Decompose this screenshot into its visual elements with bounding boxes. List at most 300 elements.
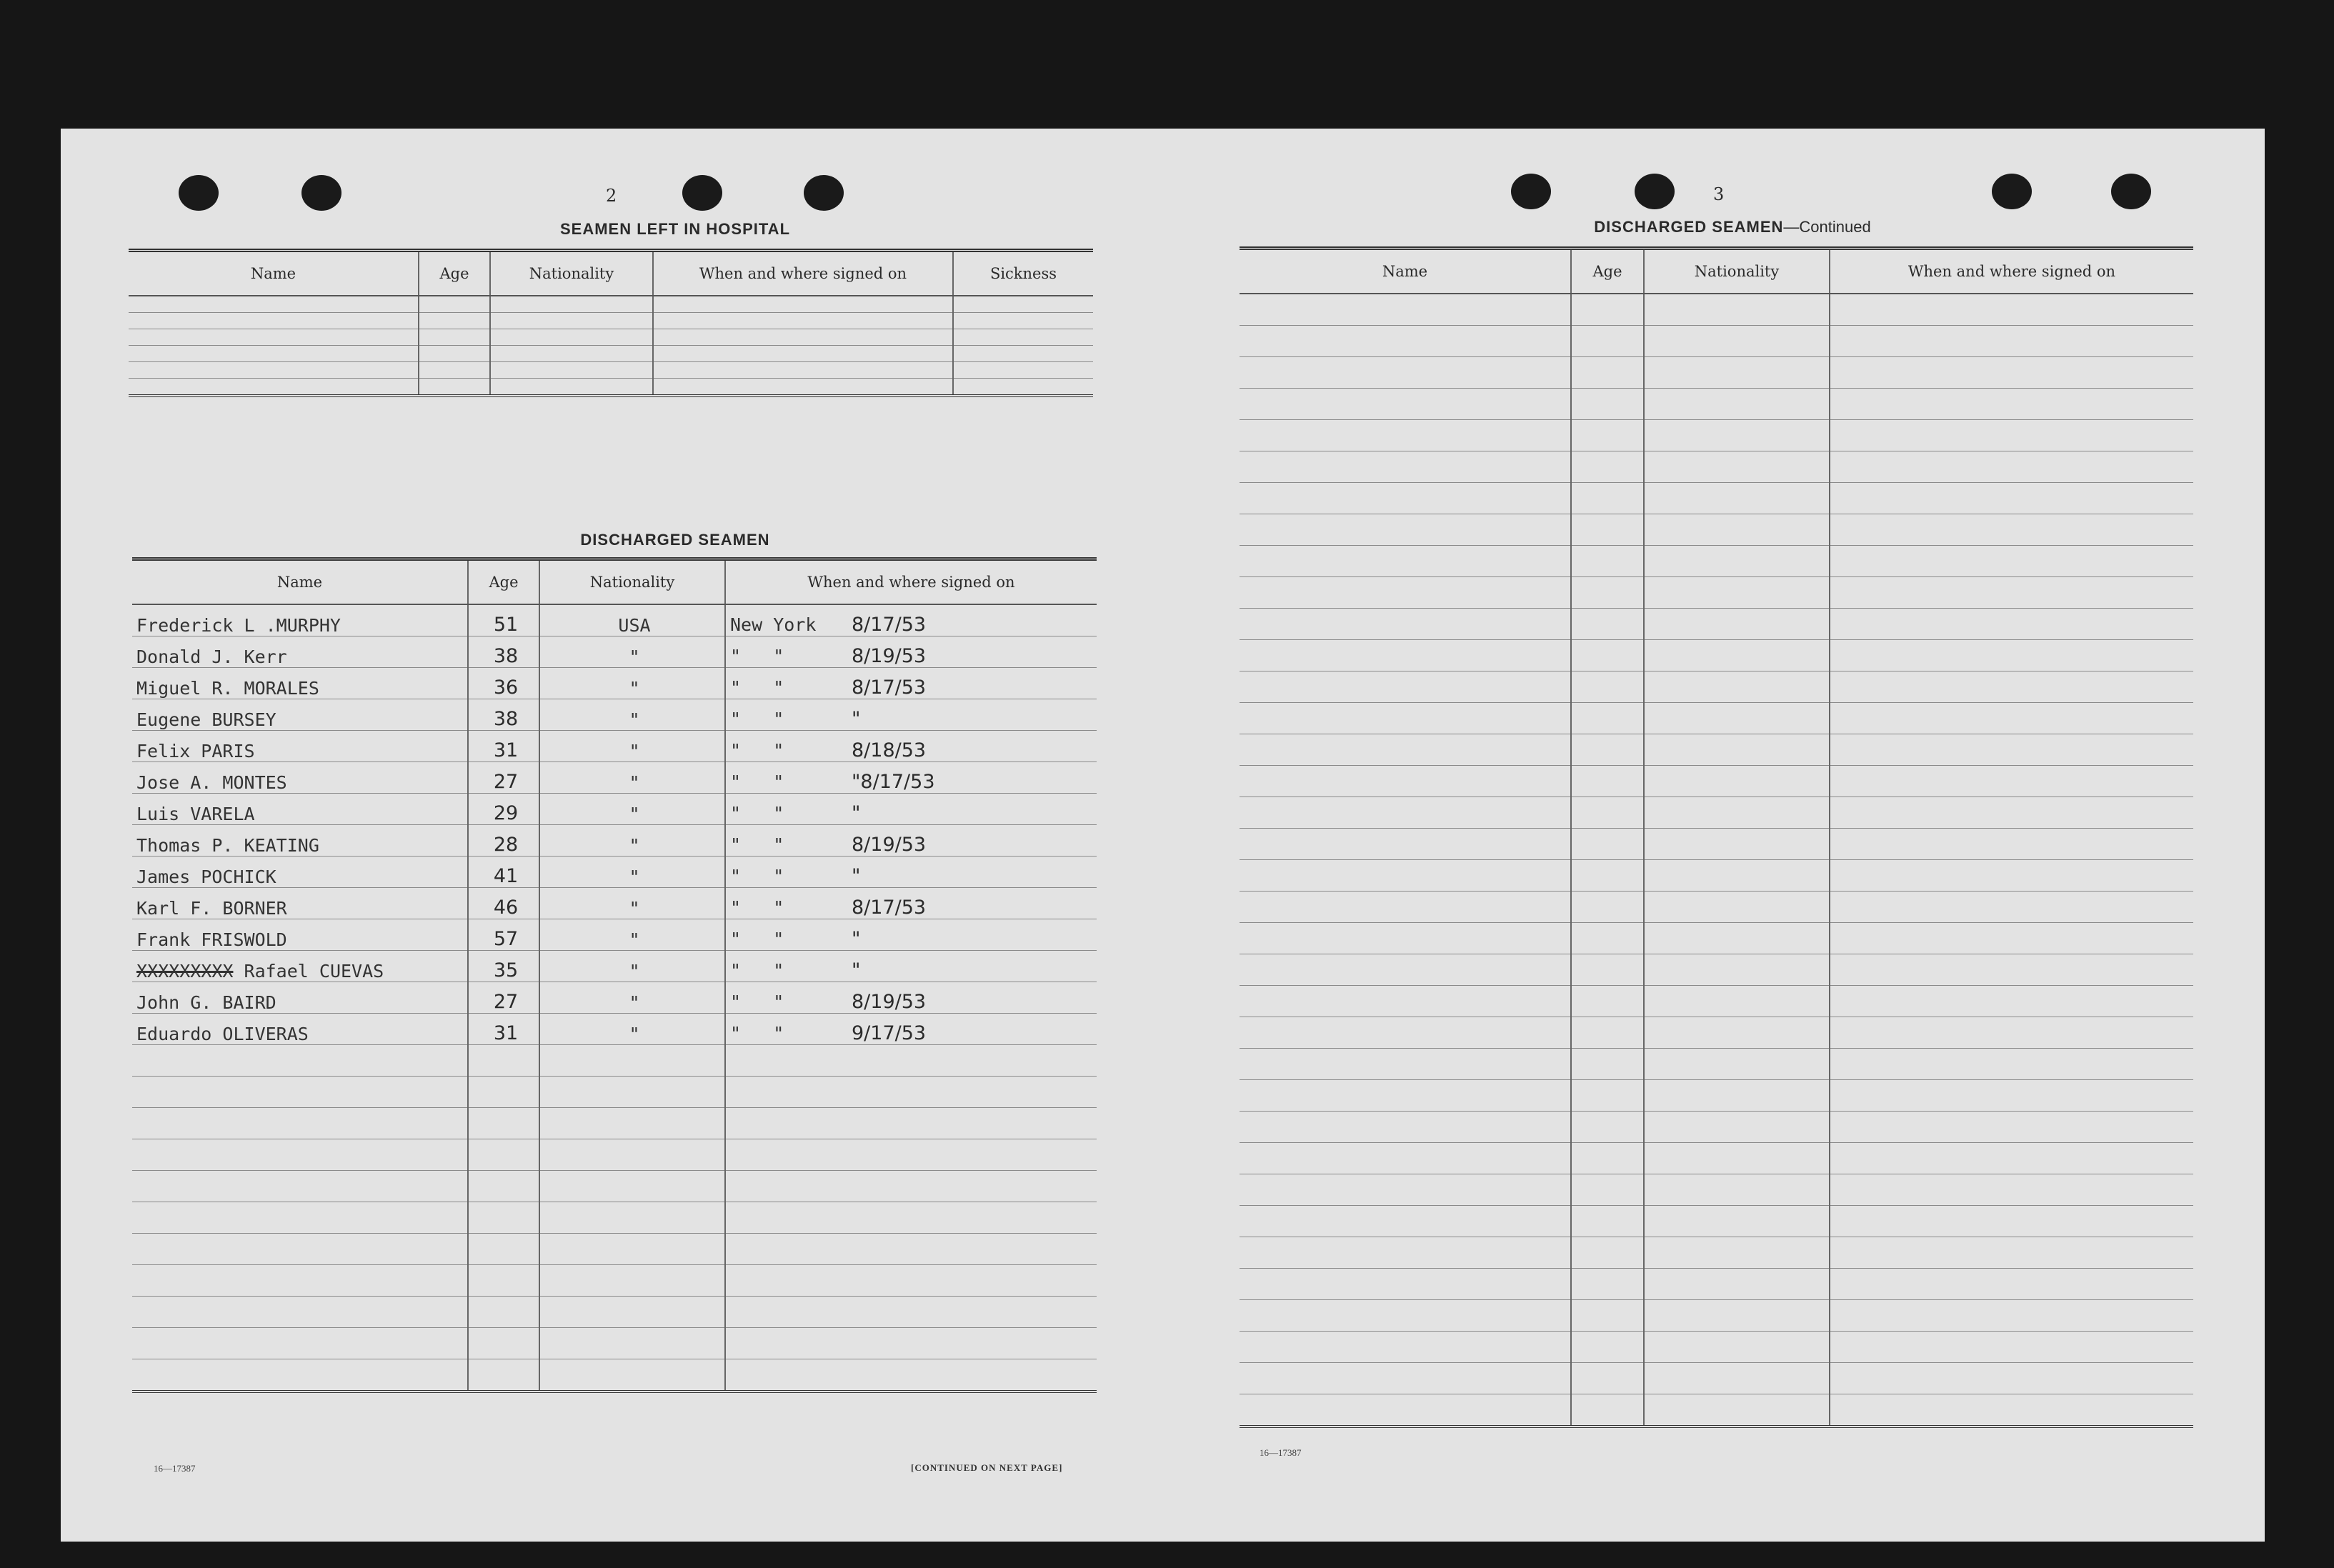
blank-cell <box>1830 1332 2193 1363</box>
blank-cell <box>129 296 419 313</box>
age-cell <box>468 636 539 668</box>
nationality-value: " <box>629 929 640 950</box>
blank-row <box>1240 389 2193 420</box>
blank-cell <box>1830 1112 2193 1143</box>
seaman-name-cell <box>132 699 468 731</box>
blank-cell <box>1571 1206 1644 1237</box>
age-value: 27 <box>493 991 519 1013</box>
blank-row <box>129 296 1093 313</box>
blank-cell <box>953 313 1093 329</box>
age-cell <box>468 668 539 699</box>
blank-cell <box>1644 451 1830 483</box>
blank-row <box>132 1108 1097 1139</box>
blank-cell <box>1644 1112 1830 1143</box>
age-value: 31 <box>493 739 519 761</box>
blank-cell <box>1240 766 1571 797</box>
blank-cell <box>468 1077 539 1108</box>
blank-cell <box>1644 734 1830 766</box>
discharged-continued-table <box>1240 246 2193 1428</box>
blank-cell <box>1830 420 2193 451</box>
seaman-name-cell <box>132 825 468 857</box>
blank-cell <box>539 1108 725 1139</box>
blank-row <box>1240 1363 2193 1394</box>
blank-cell <box>1240 1206 1571 1237</box>
blank-cell <box>1830 577 2193 609</box>
page-number-right: 3 <box>1713 184 1725 204</box>
blank-cell <box>539 1265 725 1297</box>
table-row <box>132 794 1097 825</box>
column-header: Sickness <box>953 251 1093 296</box>
blank-cell <box>132 1045 468 1077</box>
signed-on-date: 8/17/53 <box>852 614 927 636</box>
nationality-value: " <box>629 741 640 761</box>
blank-cell <box>1830 546 2193 577</box>
blank-cell <box>1830 1143 2193 1174</box>
signed-on-cell <box>725 919 1097 951</box>
blank-cell <box>539 1297 725 1328</box>
seaman-name-cell <box>132 762 468 794</box>
nationality-value: " <box>629 961 640 982</box>
nationality-value: " <box>629 678 640 699</box>
blank-cell <box>132 1234 468 1265</box>
column-header: When and where signed on <box>653 251 953 296</box>
struck-name: XXXXXXXXX <box>136 961 234 982</box>
blank-cell <box>539 1077 725 1108</box>
punch-hole <box>1992 174 2032 209</box>
blank-cell <box>1830 703 2193 734</box>
blank-cell <box>1830 986 2193 1017</box>
table-row <box>132 762 1097 794</box>
blank-row <box>1240 860 2193 892</box>
blank-cell <box>468 1045 539 1077</box>
punch-hole <box>179 175 219 211</box>
blank-row <box>1240 577 2193 609</box>
table-row <box>132 1014 1097 1045</box>
blank-cell <box>1644 703 1830 734</box>
blank-cell <box>1644 954 1830 986</box>
hospital-section-title: SEAMEN LEFT IN HOSPITAL <box>559 220 791 238</box>
blank-cell <box>1571 923 1644 954</box>
blank-row <box>1240 1332 2193 1363</box>
blank-cell <box>953 346 1093 362</box>
nationality-cell <box>539 699 725 731</box>
blank-row <box>129 346 1093 362</box>
nationality-value: " <box>629 867 640 887</box>
signed-on-place: New York <box>730 614 817 635</box>
seaman-name: Donald J. Kerr <box>136 646 287 667</box>
blank-cell <box>1644 829 1830 860</box>
table-row <box>132 825 1097 857</box>
blank-cell <box>1571 640 1644 671</box>
page-number-left: 2 <box>606 186 617 206</box>
seaman-name: Thomas P. KEATING <box>136 835 319 856</box>
blank-row <box>1240 954 2193 986</box>
signed-on-date: " <box>852 928 861 950</box>
signed-on-cell <box>725 825 1097 857</box>
signed-on-cell <box>725 636 1097 668</box>
blank-cell <box>1240 1237 1571 1269</box>
blank-row <box>132 1297 1097 1328</box>
nationality-cell <box>539 919 725 951</box>
blank-cell <box>468 1202 539 1234</box>
continued-note: [CONTINUED ON NEXT PAGE] <box>911 1462 1063 1473</box>
blank-cell <box>1571 1017 1644 1049</box>
signed-on-cell <box>725 668 1097 699</box>
blank-cell <box>1240 1112 1571 1143</box>
blank-cell <box>1571 766 1644 797</box>
blank-row <box>1240 797 2193 829</box>
table-row <box>132 604 1097 636</box>
blank-row <box>132 1328 1097 1359</box>
blank-cell <box>1240 577 1571 609</box>
blank-cell <box>1644 986 1830 1017</box>
blank-cell <box>539 1139 725 1171</box>
seaman-name-cell <box>132 857 468 888</box>
nationality-cell <box>539 762 725 794</box>
nationality-cell <box>539 668 725 699</box>
blank-cell <box>1644 860 1830 892</box>
blank-cell <box>129 329 419 346</box>
signed-on-cell <box>725 888 1097 919</box>
blank-cell <box>129 346 419 362</box>
age-value: 31 <box>493 1022 519 1044</box>
blank-cell <box>490 362 653 379</box>
age-value: 46 <box>493 897 519 919</box>
blank-cell <box>1830 671 2193 703</box>
age-cell <box>468 699 539 731</box>
signed-on-place: " " <box>730 992 784 1012</box>
nationality-value: " <box>629 992 640 1013</box>
signed-on-date: 8/17/53 <box>852 676 927 699</box>
blank-cell <box>1240 892 1571 923</box>
hospital-table <box>129 249 1093 397</box>
signed-on-cell <box>725 604 1097 636</box>
blank-cell <box>1830 1300 2193 1332</box>
blank-row <box>129 379 1093 396</box>
signed-on-place: " " <box>730 960 784 981</box>
blank-cell <box>1240 451 1571 483</box>
blank-cell <box>1644 514 1830 546</box>
blank-cell <box>1830 483 2193 514</box>
seaman-name: Jose A. MONTES <box>136 772 287 793</box>
table-row <box>132 699 1097 731</box>
blank-row <box>1240 1017 2193 1049</box>
nationality-cell <box>539 825 725 857</box>
seaman-name: Frank FRISWOLD <box>136 929 287 950</box>
nationality-cell <box>539 982 725 1014</box>
blank-cell <box>1830 829 2193 860</box>
blank-row <box>1240 1049 2193 1080</box>
signed-on-date: " <box>852 708 861 730</box>
blank-cell <box>1571 609 1644 640</box>
blank-cell <box>1571 703 1644 734</box>
blank-cell <box>1571 1112 1644 1143</box>
blank-row <box>1240 671 2193 703</box>
blank-cell <box>1830 357 2193 389</box>
blank-row <box>132 1265 1097 1297</box>
blank-row <box>1240 1300 2193 1332</box>
seaman-name: Karl F. BORNER <box>136 898 287 919</box>
nationality-value: USA <box>618 615 651 636</box>
blank-cell <box>653 379 953 396</box>
blank-cell <box>1830 1394 2193 1427</box>
blank-cell <box>490 313 653 329</box>
signed-on-place: " " <box>730 709 784 729</box>
age-value: 36 <box>493 676 519 699</box>
blank-cell <box>1240 923 1571 954</box>
blank-cell <box>1240 546 1571 577</box>
column-header: Name <box>132 559 468 605</box>
nationality-cell <box>539 951 725 982</box>
age-value: 41 <box>493 865 519 887</box>
blank-cell <box>1240 734 1571 766</box>
blank-cell <box>725 1139 1097 1171</box>
age-cell <box>468 762 539 794</box>
signed-on-cell <box>725 1014 1097 1045</box>
nationality-cell <box>539 731 725 762</box>
document-sheet <box>61 129 2265 1542</box>
seaman-name-cell <box>132 919 468 951</box>
blank-cell <box>490 346 653 362</box>
blank-cell <box>132 1202 468 1234</box>
blank-row <box>1240 1206 2193 1237</box>
blank-cell <box>1571 1332 1644 1363</box>
blank-cell <box>1240 671 1571 703</box>
blank-cell <box>1240 703 1571 734</box>
blank-cell <box>132 1265 468 1297</box>
nationality-value: " <box>629 709 640 730</box>
column-header: When and where signed on <box>725 559 1097 605</box>
age-cell <box>468 794 539 825</box>
blank-cell <box>1644 671 1830 703</box>
table-row <box>132 857 1097 888</box>
seaman-name-cell <box>132 1014 468 1045</box>
blank-cell <box>490 329 653 346</box>
blank-cell <box>1644 609 1830 640</box>
blank-cell <box>539 1234 725 1265</box>
blank-cell <box>725 1265 1097 1297</box>
blank-cell <box>1644 923 1830 954</box>
seaman-name: James POCHICK <box>136 867 276 887</box>
blank-cell <box>1240 326 1571 357</box>
form-number-right: 16—17387 <box>1260 1447 1302 1458</box>
blank-cell <box>539 1328 725 1359</box>
blank-cell <box>1240 829 1571 860</box>
signed-on-cell <box>725 731 1097 762</box>
age-value: 57 <box>493 928 519 950</box>
signed-on-place: " " <box>730 677 784 698</box>
blank-cell <box>1830 389 2193 420</box>
blank-cell <box>1571 829 1644 860</box>
blank-row <box>132 1202 1097 1234</box>
blank-row <box>1240 357 2193 389</box>
blank-cell <box>1240 357 1571 389</box>
blank-cell <box>1830 1363 2193 1394</box>
signed-on-date: 8/17/53 <box>852 897 927 919</box>
age-cell <box>468 888 539 919</box>
table-row <box>132 668 1097 699</box>
continued-title-main: DISCHARGED SEAMEN <box>1594 218 1784 236</box>
blank-cell <box>419 362 490 379</box>
column-header: Name <box>1240 249 1571 294</box>
signed-on-cell <box>725 951 1097 982</box>
blank-cell <box>1644 1269 1830 1300</box>
blank-cell <box>539 1359 725 1392</box>
blank-cell <box>419 313 490 329</box>
blank-cell <box>953 362 1093 379</box>
blank-row <box>1240 326 2193 357</box>
blank-cell <box>1644 420 1830 451</box>
blank-cell <box>1644 1080 1830 1112</box>
blank-row <box>1240 1080 2193 1112</box>
blank-cell <box>1571 389 1644 420</box>
blank-cell <box>1571 797 1644 829</box>
blank-cell <box>132 1108 468 1139</box>
age-cell <box>468 951 539 982</box>
blank-row <box>1240 420 2193 451</box>
blank-cell <box>1240 294 1571 326</box>
blank-row <box>1240 1112 2193 1143</box>
seaman-name: Frederick L .MURPHY <box>136 615 341 636</box>
blank-cell <box>1571 1394 1644 1427</box>
blank-cell <box>1571 1363 1644 1394</box>
blank-cell <box>653 362 953 379</box>
blank-cell <box>1240 609 1571 640</box>
blank-cell <box>490 379 653 396</box>
nationality-value: " <box>629 1024 640 1044</box>
nationality-value: " <box>629 772 640 793</box>
blank-cell <box>1830 609 2193 640</box>
blank-cell <box>1240 1269 1571 1300</box>
form-number-left: 16—17387 <box>154 1463 196 1474</box>
seaman-name: Felix PARIS <box>136 741 255 761</box>
signed-on-date: 8/18/53 <box>852 739 927 761</box>
seaman-name-cell <box>132 604 468 636</box>
blank-cell <box>1571 671 1644 703</box>
column-header: When and where signed on <box>1830 249 2193 294</box>
blank-cell <box>132 1297 468 1328</box>
blank-cell <box>725 1297 1097 1328</box>
blank-cell <box>1830 1017 2193 1049</box>
blank-cell <box>1830 734 2193 766</box>
blank-cell <box>468 1234 539 1265</box>
blank-cell <box>1571 1300 1644 1332</box>
continued-title-suffix: —Continued <box>1783 218 1871 236</box>
blank-cell <box>1571 1049 1644 1080</box>
age-value: 51 <box>493 614 519 636</box>
blank-cell <box>725 1077 1097 1108</box>
signed-on-place: " " <box>730 834 784 855</box>
blank-row <box>1240 451 2193 483</box>
punch-hole <box>804 175 844 211</box>
age-cell <box>468 982 539 1014</box>
nationality-cell <box>539 794 725 825</box>
blank-cell <box>1571 860 1644 892</box>
blank-cell <box>725 1328 1097 1359</box>
blank-cell <box>1644 483 1830 514</box>
blank-cell <box>1571 357 1644 389</box>
signed-on-date: "8/17/53 <box>852 771 935 793</box>
seaman-name: Luis VARELA <box>136 804 255 824</box>
blank-row <box>132 1359 1097 1392</box>
blank-cell <box>132 1359 468 1392</box>
blank-cell <box>1571 734 1644 766</box>
blank-cell <box>1240 420 1571 451</box>
blank-cell <box>653 296 953 313</box>
blank-cell <box>1240 860 1571 892</box>
blank-row <box>132 1171 1097 1202</box>
blank-row <box>1240 609 2193 640</box>
continued-section-title <box>1490 218 1975 236</box>
blank-cell <box>725 1045 1097 1077</box>
blank-cell <box>1830 1080 2193 1112</box>
blank-cell <box>953 379 1093 396</box>
seaman-name: Eduardo OLIVERAS <box>136 1024 309 1044</box>
blank-cell <box>1644 1300 1830 1332</box>
age-cell <box>468 919 539 951</box>
column-header: Nationality <box>1644 249 1830 294</box>
blank-cell <box>1644 1206 1830 1237</box>
blank-cell <box>1571 546 1644 577</box>
blank-cell <box>1830 1174 2193 1206</box>
blank-cell <box>1644 766 1830 797</box>
blank-cell <box>539 1171 725 1202</box>
blank-row <box>132 1077 1097 1108</box>
punch-hole <box>1511 174 1551 209</box>
age-value: 28 <box>493 834 519 856</box>
punch-hole <box>2111 174 2151 209</box>
blank-row <box>132 1139 1097 1171</box>
blank-cell <box>1830 451 2193 483</box>
blank-cell <box>1644 640 1830 671</box>
blank-cell <box>1571 483 1644 514</box>
blank-cell <box>419 329 490 346</box>
age-cell <box>468 857 539 888</box>
blank-cell <box>1830 294 2193 326</box>
blank-cell <box>1830 640 2193 671</box>
blank-cell <box>468 1297 539 1328</box>
blank-row <box>1240 640 2193 671</box>
blank-cell <box>953 296 1093 313</box>
seaman-name-cell <box>132 951 468 982</box>
blank-cell <box>132 1139 468 1171</box>
table-row <box>132 888 1097 919</box>
blank-row <box>1240 829 2193 860</box>
blank-cell <box>1240 797 1571 829</box>
blank-cell <box>132 1328 468 1359</box>
signed-on-date: " <box>852 959 861 982</box>
blank-cell <box>1571 1174 1644 1206</box>
signed-on-place: " " <box>730 740 784 761</box>
blank-cell <box>1830 1049 2193 1080</box>
blank-cell <box>1571 954 1644 986</box>
seaman-name-cell <box>132 731 468 762</box>
blank-cell <box>1240 1363 1571 1394</box>
column-header: Age <box>468 559 539 605</box>
blank-row <box>1240 546 2193 577</box>
blank-cell <box>1830 1237 2193 1269</box>
blank-cell <box>653 329 953 346</box>
blank-cell <box>1571 294 1644 326</box>
blank-cell <box>1571 514 1644 546</box>
age-value: 35 <box>493 959 519 982</box>
blank-cell <box>725 1234 1097 1265</box>
blank-cell <box>1830 954 2193 986</box>
signed-on-place: " " <box>730 866 784 887</box>
blank-cell <box>1644 326 1830 357</box>
blank-cell <box>468 1328 539 1359</box>
blank-row <box>132 1045 1097 1077</box>
